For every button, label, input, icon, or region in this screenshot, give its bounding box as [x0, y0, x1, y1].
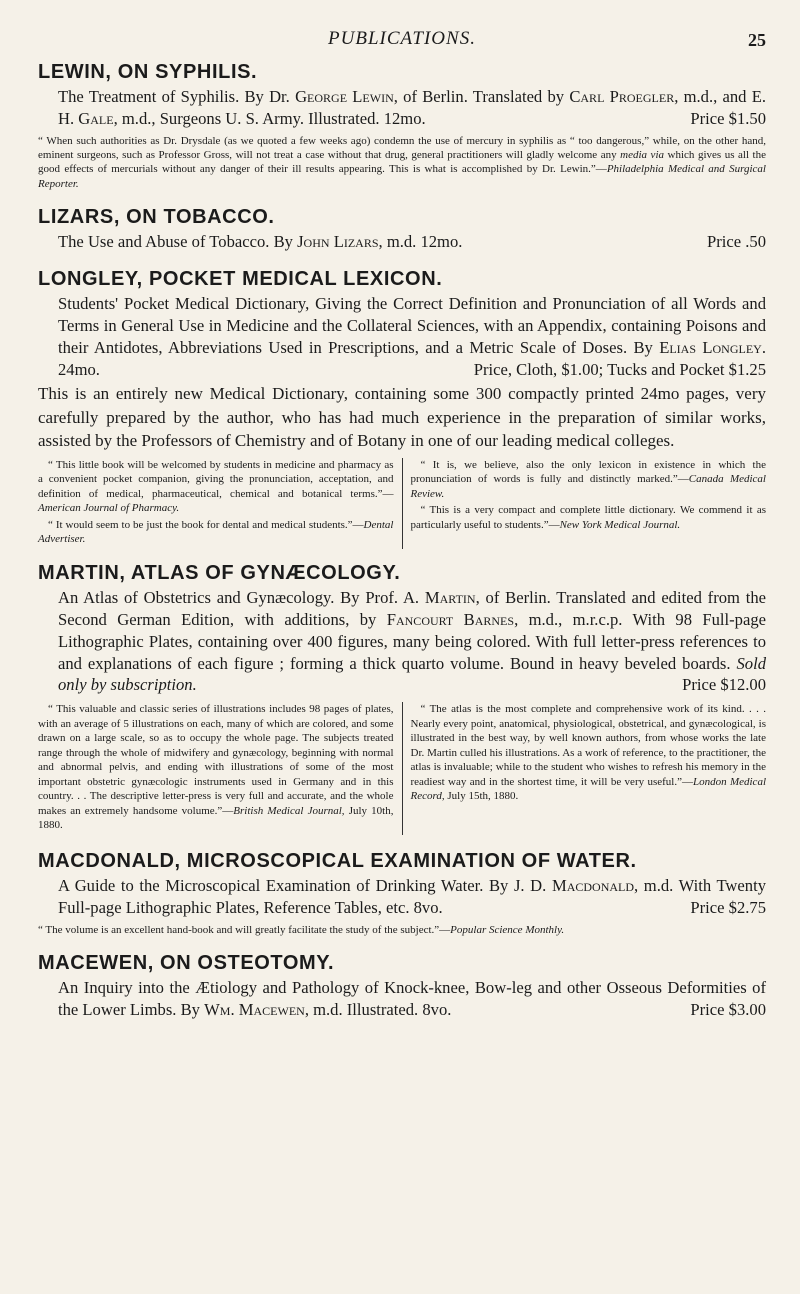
quote-source: British Medical Journal, — [233, 804, 345, 817]
entry-description — [58, 293, 766, 381]
entry-macewen — [38, 951, 766, 1021]
author-name: Martin — [424, 587, 476, 607]
entry-title: MARTIN, ATLAS OF GYNÆCOLOGY. — [38, 561, 401, 584]
quote-date: July 10th, 1880. — [38, 804, 394, 832]
desc-text: , m.d. 12mo. — [378, 231, 463, 251]
quote-text: “ This valuable and classic series of illustrations includes 98 pages of plates, with an average of 5 illustrations on each, many of which are colored, and some drawn on a large scale, so as to occupy the whole page. The subjects treated range through the whole of midwifery and gynæcology, beginning with normal and abnormal pelvis, and ending with illustrations of some of the most important obstetric gynæcologic instruments used in Germany and in this country. . . The descriptive letter-press is very full and accurate, and the whole makes an extremely handsome volume.”— — [38, 703, 394, 817]
desc-text: The Treatment of Syphilis. By Dr. — [58, 87, 296, 106]
entry-title: MACEWEN, ON OSTEOTOMY. — [38, 952, 335, 975]
author-name: Macdonald — [551, 875, 635, 895]
quote-source: Popular Science Monthly. — [450, 923, 565, 936]
desc-text: , m.d., Surgeons U. S. Army. Illustrated. 12mo. — [113, 108, 426, 128]
author-name: George Lewin — [295, 87, 394, 106]
author-name: Wm. Macewen — [204, 999, 305, 1019]
quote-source: New York Medical Journal. — [559, 518, 681, 531]
desc-text: , m.d. With Twenty Full-page Lithographic Plates, Reference Tables, etc. 8vo. — [58, 875, 766, 917]
translator-name: Carl Proegler — [569, 87, 675, 106]
desc-text: , m.d. Illustrated. 8vo. — [304, 999, 452, 1019]
quote-column-left — [38, 458, 403, 549]
desc-text: A Guide to the Microscopical Examination of Drinking Water. By J. D. — [58, 875, 552, 895]
running-head — [38, 28, 766, 60]
desc-text: , m.d., and E. H. — [58, 87, 766, 128]
review-quotes — [38, 702, 766, 835]
price: Price $1.50 — [690, 108, 766, 128]
quote-source: Philadelphia Medical and Surgical Reporter. — [38, 163, 766, 190]
price: Price $2.75 — [690, 897, 766, 917]
entry-longley — [38, 267, 766, 549]
entry-title: MACDONALD, MICROSCOPICAL EXAMINATION OF WATER. — [38, 849, 637, 872]
review-quote — [411, 702, 767, 804]
desc-italic: Sold only by subscription. — [58, 653, 766, 695]
review-quote — [38, 923, 766, 937]
quote-text: “ This little book will be welcomed by students in medicine and pharmacy as a convenient pocket companion, giving the pronunciation, acceptation, and definition of medical, pharmaceutical, chemical and botanical terms.”— — [38, 458, 394, 500]
desc-text: Students' Pocket Medical Dictionary, Giving the Correct Definition and Pronunciation of all Words and Terms in General Use in Medicine and the Collateral Sciences, with an Appendix, containing Poisons and their Antidotes, Abbreviations Used in Prescriptions, and a Metric Scale of Doses. By — [58, 293, 766, 357]
entry-description — [58, 875, 766, 919]
quote-source: Dental Advertiser. — [38, 518, 394, 546]
body-paragraph: This is an entirely new Medical Dictionary, containing some 300 compactly printed 24mo pages, very carefully prepared by the author, who has had much experience in the preparation of similar works, assisted by the Professors of Chemistry and of Botany in one of our leading medical colleges. — [38, 384, 766, 450]
quote-source: Canada Medical Review. — [410, 473, 766, 500]
quote-text: “ It would seem to be just the book for dental and medical students.”— — [48, 518, 364, 531]
entry-description — [58, 587, 766, 696]
entry-title: LEWIN, ON SYPHILIS. — [38, 61, 258, 83]
review-quote — [411, 503, 767, 532]
page-number: 25 — [748, 30, 766, 50]
quote-source: London Medical Record, — [410, 775, 766, 803]
price: Price $12.00 — [682, 675, 766, 695]
desc-text: , m.d., m.r.c.p. With 98 Full-page Lithographic Plates, containing over 400 figures, many being colored. With full letter-press references to and explanations of each figure ; forming a thick quarto volume. Bound in heavy beveled boards. — [58, 609, 766, 673]
review-quote — [411, 458, 767, 502]
quote-date: July 15th, 1880. — [444, 790, 519, 803]
quote-column-left — [38, 702, 403, 835]
author-name: Elias Longley — [659, 337, 762, 357]
entry-description — [58, 977, 766, 1021]
review-quotes — [38, 458, 766, 549]
quote-italic: media via — [620, 149, 664, 162]
quote-text: which gives us all the good effects of mercurials without any danger of their ill results appearing. This is what is accomplished by Dr. Lewin.”— — [38, 149, 766, 176]
quote-source: American Journal of Pharmacy. — [38, 502, 180, 515]
entry-lizars — [38, 205, 766, 253]
translator-name: Fancourt Barnes — [386, 609, 515, 629]
desc-text: . 24mo. — [58, 337, 766, 379]
price: Price .50 — [707, 231, 766, 251]
author-name: John Lizars — [297, 231, 379, 251]
price: Price $3.00 — [690, 999, 766, 1019]
quote-text: “ The atlas is the most complete and comprehensive work of its kind. . . . Nearly every point, anatomical, physiological, obstetrical, and gynæcological, is illustrated in the best way, by well known authors, from whose works the late Dr. Martin culled his illustrations. As a work of reference, to the practitioner, the atlas is invaluable; while to the student who wishes to refresh his memory in the readiest way and in the shortest time, it will be very useful.”— — [410, 703, 766, 788]
desc-text: , of Berlin. Translated and edited from the Second German Edition, with additions, by — [58, 587, 766, 629]
desc-text: The Use and Abuse of Tobacco. By — [58, 231, 298, 251]
quote-text: “ It is, we believe, also the only lexicon in existence in which the pronunciation of words is fully and distinctly marked.”— — [410, 458, 766, 486]
entry-title: LONGLEY, POCKET MEDICAL LEXICON. — [38, 267, 443, 290]
quote-text: “ The volume is an excellent hand-book and will greatly facilitate the study of the subject.”— — [38, 923, 451, 936]
quote-text: “ When such authorities as Dr. Drysdale (as we quoted a few weeks ago) condemn the use of mercury in syphilis as “ too dangerous,” while, on the other hand, eminent surgeons, such as Professor Gross, will not treat a case without that drug, general practitioners will gladly welcome any — [38, 134, 766, 162]
entry-title: LIZARS, ON TOBACCO. — [38, 205, 275, 228]
quote-column-right — [403, 702, 767, 835]
desc-text: , of Berlin. Translated by — [393, 87, 570, 106]
review-quote — [38, 458, 394, 516]
review-quote — [38, 518, 394, 547]
review-quote — [38, 702, 394, 833]
entry-description — [58, 231, 766, 253]
desc-text: An Atlas of Obstetrics and Gynæcology. By Prof. A. — [58, 587, 425, 607]
entry-macdonald — [38, 849, 766, 937]
running-title: PUBLICATIONS. — [328, 28, 476, 49]
translator-name: Gale — [78, 108, 114, 128]
review-quote — [38, 134, 766, 191]
entry-lewin — [38, 60, 766, 191]
entry-martin — [38, 561, 766, 835]
entry-description — [58, 86, 766, 130]
quote-text: “ This is a very compact and complete little dictionary. We commend it as particularly useful to students.”— — [410, 504, 766, 531]
price: Price, Cloth, $1.00; Tucks and Pocket $1.25 — [473, 359, 766, 379]
quote-column-right — [403, 458, 767, 549]
desc-text: An Inquiry into the Ætiology and Pathology of Knock-knee, Bow-leg and other Osseous Deformities of the Lower Limbs. By — [58, 978, 766, 1019]
